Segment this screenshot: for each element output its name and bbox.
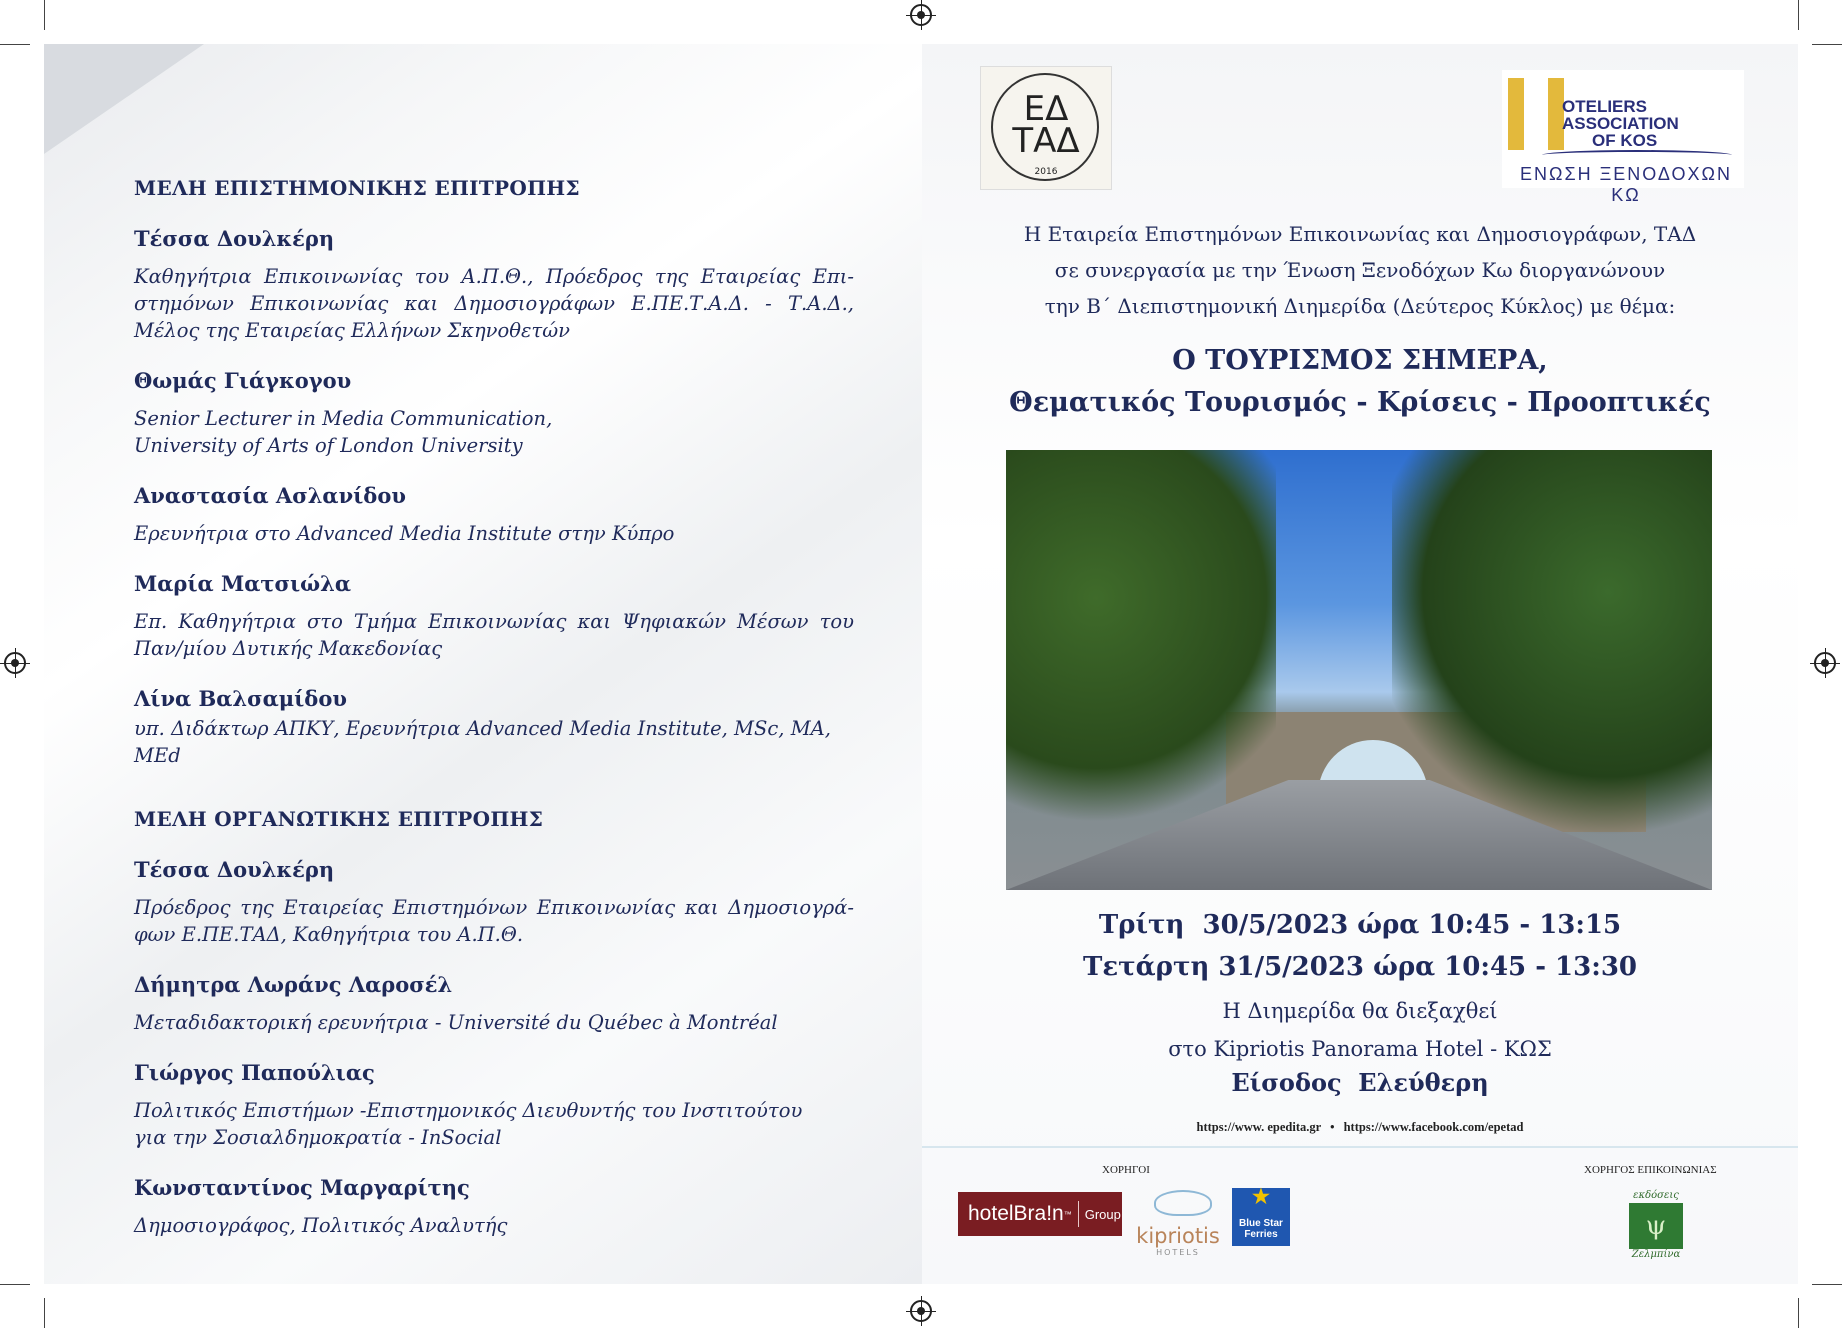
hoteliers-logo-greek: ΕΝΩΣΗ ΞΕΝΟΔΟΧΩΝ ΚΩ (1519, 164, 1733, 205)
hoteliers-association-logo (1502, 70, 1744, 205)
committee-member (134, 368, 854, 459)
member-description: Πολιτικός Επιστήμων -Επιστημονικός Διευθυντής του Ινστιτούτου για την Σοσιαλδημοκρατία - InSocial (134, 1099, 803, 1149)
registration-mark (4, 652, 26, 674)
star-icon: ★ (1252, 1186, 1270, 1208)
crop-mark (44, 0, 45, 30)
hoteliers-logo-line2: ASSOCIATION (1562, 114, 1679, 133)
member-name: Αναστασία Ασλανίδου (134, 483, 406, 508)
dolphin-icon (1154, 1190, 1212, 1216)
intro-line: σε συνεργασία με την Ένωση Ξενοδόχων Κω διοργανώνουν (1054, 258, 1666, 282)
committee-member (134, 1060, 854, 1151)
venue-line1: Η Διημερίδα θα διεξαχθεί (1222, 999, 1498, 1023)
registration-mark (910, 1300, 932, 1322)
media-sponsor-label: ΧΟΡΗΓΟΣ ΕΠΙΚΟΙΝΩΝΙΑΣ (1584, 1164, 1717, 1176)
committee-member (134, 857, 854, 948)
urls (940, 1120, 1780, 1135)
event-title-line2: Θεματικός Τουρισμός - Κρίσεις - Προοπτικές (1009, 387, 1711, 418)
committee-member (134, 972, 854, 1036)
crop-mark (1812, 1284, 1842, 1285)
member-description: Senior Lecturer in Media Communication, University of Arts of London University (134, 407, 553, 457)
website-link[interactable]: https://www. epedita.gr (1196, 1120, 1321, 1134)
member-name: Μαρία Ματσιώλα (134, 571, 352, 596)
venue-line2: στο Kipriotis Panorama Hotel - ΚΩΣ (1168, 1037, 1552, 1061)
hoteliers-logo-line1: OTELIERS (1562, 97, 1648, 116)
event-dates (940, 904, 1780, 988)
member-description: Δημοσιογράφος, Πολιτικός Αναλυτής (134, 1214, 508, 1237)
crop-mark (0, 1284, 30, 1285)
intro-text (940, 216, 1780, 324)
media-sponsor-bottom: Ζελμπίνα (1631, 1249, 1681, 1260)
blue-star-name: Blue Star Ferries (1239, 1218, 1283, 1240)
kipriotis-name: kipriotis (1136, 1224, 1220, 1248)
member-name: Δήμητρα Λωράνς Λαροσέλ (134, 972, 453, 997)
committee-member (134, 483, 854, 547)
crop-mark (1812, 44, 1842, 45)
committees-column (134, 176, 854, 1263)
member-name: Θωμάς Γιάγκογου (134, 368, 352, 393)
crop-mark (1798, 0, 1799, 30)
url-separator: • (1330, 1120, 1335, 1134)
edtad-logo-year: 2016 (1034, 167, 1058, 177)
crop-mark (0, 44, 30, 45)
event-title (940, 340, 1780, 424)
kos-arch-photo (1006, 450, 1712, 890)
hotelbrain-name: hotelBra!n (968, 1202, 1064, 1225)
member-description: Μεταδιδακτορική ερευνήτρια - Université du Québec à Montréal (134, 1011, 778, 1034)
member-name: Λίνα Βαλσαμίδου (134, 686, 347, 711)
hotelbrain-group: Group (1084, 1206, 1121, 1222)
blue-star-ferries-logo (1232, 1188, 1290, 1246)
edtad-logo-text: ΕΔ ΤΑΔ (1012, 89, 1080, 161)
divider (922, 1146, 1798, 1148)
committee-member (134, 226, 854, 344)
facebook-link[interactable]: https://www.facebook.com/epetad (1343, 1120, 1524, 1134)
intro-line: Η Εταιρεία Επιστημόνων Επικοινωνίας και Δημοσιογράφων, ΤΑΔ (1023, 222, 1697, 246)
event-title-line1: Ο ΤΟΥΡΙΣΜΟΣ ΣΗΜΕΡΑ, (1172, 345, 1548, 376)
committee-member (134, 571, 854, 662)
hoteliers-logo-line3: OF KOS (1592, 131, 1658, 150)
member-name: Γιώργος Παπούλιας (134, 1060, 375, 1085)
member-description: Ερευνήτρια στο Advanced Media Institute στην Κύπρο (134, 522, 675, 545)
member-description: Επ. Καθηγήτρια στο Τμήμα Επικοινωνίας και Ψηφιακών Μέσων του Παν/μίου Δυτικής Μακεδονίας (134, 610, 854, 660)
committee-member (134, 686, 854, 769)
sponsors-label: ΧΟΡΗΓΟΙ (1102, 1164, 1150, 1176)
member-name: Τέσσα Δουλκέρη (134, 857, 335, 882)
organizing-committee-title: ΜΕΛΗ ΟΡΓΑΝΩΤΙΚΗΣ ΕΠΙΤΡΟΠΗΣ (134, 807, 544, 831)
media-sponsor-top: εκδόσεις (1633, 1190, 1679, 1201)
intro-line: την Β΄ Διεπιστημονική Διημερίδα (Δεύτερος Κύκλος) με θέμα: (1044, 294, 1676, 318)
kipriotis-logo (1130, 1188, 1226, 1260)
hotelbrain-logo: hotelBra!n ™ Group (958, 1192, 1122, 1236)
member-description: Πρόεδρος της Εταιρείας Επιστημόνων Επικοινωνίας και Δημοσιογρά-φων Ε.ΠΕ.ΤΑΔ, Καθηγήτρια του Α.Π.Θ. (134, 896, 854, 946)
media-sponsor-logo (1626, 1190, 1686, 1262)
free-entry: Είσοδος Ελεύθερη (1231, 1068, 1489, 1097)
registration-mark (910, 4, 932, 26)
member-description: υπ. Διδάκτωρ ΑΠΚΥ, Ερευνήτρια Advanced Media Institute, MSc, MA, MEd (134, 717, 831, 767)
event-date-2: Τετάρτη 31/5/2023 ώρα 10:45 - 13:30 (1083, 952, 1637, 982)
edtad-logo (980, 66, 1112, 190)
registration-mark (1814, 652, 1836, 674)
event-venue (940, 992, 1780, 1068)
scientific-committee-title: ΜΕΛΗ ΕΠΙΣΤΗΜΟΝΙΚΗΣ ΕΠΙΤΡΟΠΗΣ (134, 176, 580, 200)
crop-mark (1798, 1298, 1799, 1328)
event-date-1: Τρίτη 30/5/2023 ώρα 10:45 - 13:15 (1098, 910, 1622, 940)
kipriotis-sub: HOTELS (1156, 1248, 1200, 1257)
member-name: Κωνσταντίνος Μαργαρίτης (134, 1175, 470, 1200)
member-name: Τέσσα Δουλκέρη (134, 226, 335, 251)
member-description: Καθηγήτρια Επικοινωνίας του Α.Π.Θ., Πρόεδρος της Εταιρείας Επι-στημόνων Επικοινωνίας και Δημοσιογράφων Ε.ΠΕ.Τ.Α.Δ. - Τ.Α.Δ., Μέλος της Εταιρείας Ελλήνων Σκηνοθετών (134, 265, 854, 342)
plant-icon: ψ (1629, 1203, 1683, 1249)
committee-member (134, 1175, 854, 1239)
crop-mark (44, 1298, 45, 1328)
